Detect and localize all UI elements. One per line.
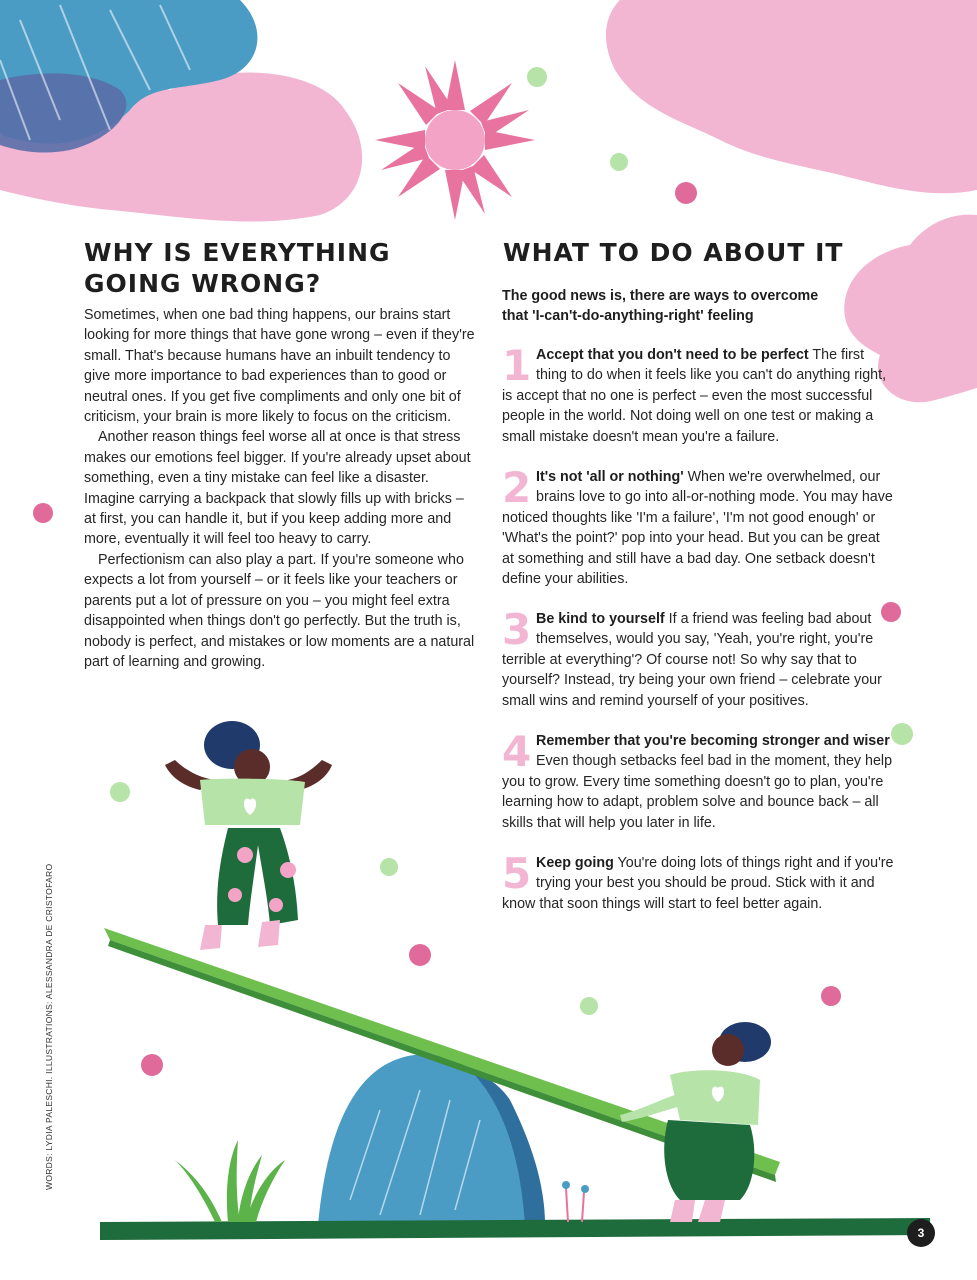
tip-1 <box>502 341 894 447</box>
tip-4-body: Even though setbacks feel bad in the moment, they help you to grow. Every time something doesn't go to plan, you're learning how to adapt, problem solve and bounce back – all skills that will help you later in life. <box>502 753 893 831</box>
left-paragraph-1: Sometimes, when one bad thing happens, our brains start looking for more things that have gone wrong – even if they're small. That's because humans have an inbuilt tendency to give more importance to bad experiences than to good or neutral ones. If you get five compliments and only one bit of criticism, your brain is more likely to focus on the criticism. <box>84 307 475 426</box>
tip-2 <box>502 463 894 589</box>
flower-sprigs <box>562 1181 589 1222</box>
tip-4-title: Remember that you're becoming stronger and wiser <box>536 733 890 749</box>
ground-strip <box>100 1218 930 1240</box>
jumping-girl-figure <box>165 721 332 950</box>
left-heading <box>84 237 391 299</box>
right-heading: WHAT TO DO ABOUT IT <box>503 238 844 267</box>
tip-2-title: It's not 'all or nothing' <box>536 469 684 485</box>
tip-3-body: If a friend was feeling bad about themselves, would you say, 'Yeah, you're right, you're terrible at everything'? Of course not! So why say that to yourself? Instead, try being your own friend – celebrate your small wins and remind yourself of your positives. <box>502 611 882 709</box>
tip-1-body: The first thing to do when it feels like you can't do anything right, is accept that no one is perfect – even the most successful people in the world. Not doing well on one test or making a small mistake doesn't mean you're a failure. <box>502 347 887 445</box>
tip-5-number: 5 <box>502 849 532 898</box>
tip-1-number: 1 <box>502 341 532 390</box>
tip-5-title: Keep going <box>536 855 614 871</box>
tip-1-title: Accept that you don't need to be perfect <box>536 347 809 363</box>
pink-cloud-top-right <box>606 0 977 193</box>
right-intro: The good news is, there are ways to overcome that 'I-can't-do-anything-right' feeling <box>502 288 819 325</box>
page-number: 3 <box>907 1219 935 1247</box>
sun-icon <box>375 60 535 220</box>
left-paragraph-2: Another reason things feel worse all at once is that stress makes our emotions feel bigger. If you're already upset about something, even a tiny mistake can feel like a disaster. Imagine carrying a backpack that slowly fills up with bricks – at first, you can handle it, but if you keep adding more and more, eventually it will feel too heavy to carry. <box>84 429 471 548</box>
left-paragraph-3: Perfectionism can also play a part. If you're someone who expects a lot from yourself – or it feels like your teachers or parents put a lot of pressure on you – you might feel extra disappointed when things don't go perfectly. But the truth is, nobody is perfect, and mistakes or low moments are a natural part of learning and growing. <box>84 551 475 670</box>
tip-2-number: 2 <box>502 463 532 512</box>
tip-5 <box>502 849 894 914</box>
left-body <box>84 305 476 672</box>
tip-3-title: Be kind to yourself <box>536 611 665 627</box>
tip-3-number: 3 <box>502 605 532 654</box>
tip-4-number: 4 <box>502 727 532 776</box>
left-heading-line1: WHY IS EVERYTHING <box>84 238 391 267</box>
tip-5-body: You're doing lots of things right and if you're trying your best you should be proud. Stick with it and know that soon things will start to feel better again. <box>502 855 894 912</box>
tip-3 <box>502 605 894 711</box>
grass-tuft <box>175 1140 285 1222</box>
credit-line: WORDS: LYDIA PALESCHI. ILLUSTRATIONS: ALESSANDRA DE CRISTOFARO <box>44 863 54 1190</box>
left-heading-line2: GOING WRONG? <box>84 269 322 298</box>
tip-2-body: When we're overwhelmed, our brains love to go into all-or-nothing mode. You may have noticed thoughts like 'I'm a failure', 'I'm not good enough' or 'What's the point?' pop into your head. But you can be great at something and still have a bad day. One setback doesn't define your abilities. <box>502 469 893 588</box>
tip-4 <box>502 727 894 833</box>
